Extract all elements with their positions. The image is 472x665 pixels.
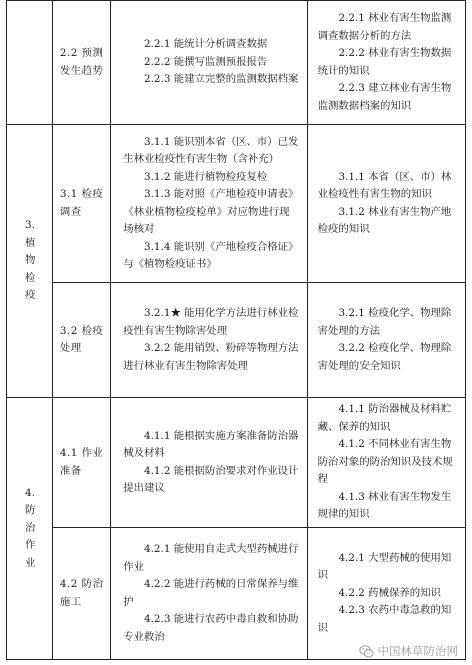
module-label-char: 业: [25, 556, 36, 569]
skill-item: 3.1.1 能识别本省（区、市）已发生林业检疫性有害生物（含补充）: [123, 135, 299, 165]
knowledge-item: 3.2.1 检疫化学、物理除害处理的方法: [317, 307, 452, 337]
knowledge-item: 4.1.2 不同林业有害生物防治对象的防治知识及技术规程: [317, 438, 453, 486]
knowledge-item: 2.2.2 林业有害生物数据统计的知识: [317, 47, 452, 77]
unit-cell: [53, 1, 111, 125]
skill-cell: [111, 125, 307, 283]
unit-cell: [53, 528, 111, 660]
unit-label-line: 施工: [59, 595, 82, 608]
knowledge-item: 3.1.1 本省（区、市）林业检疫性有害生物的知识: [317, 170, 452, 200]
skill-item: 3.2.2 能用销毁、粉碎等物理方法进行林业有害生物除害处理: [123, 342, 299, 372]
module-cell-blank: [7, 1, 53, 125]
unit-label-line: 发生趋势: [59, 64, 104, 77]
unit-label: [60, 445, 104, 480]
knowledge-cell: [307, 528, 465, 660]
knowledge-item: 4.2.2 药械保养的知识: [338, 586, 441, 599]
unit-cell: [53, 125, 111, 283]
module-label-char: 4.: [25, 486, 35, 499]
skill-cell: [111, 283, 307, 398]
skill-item: 3.1.4 能识别《产地检疫合格证》与《植物检疫证书》: [123, 240, 299, 270]
knowledge-cell: [307, 1, 465, 125]
skill-cell: [111, 1, 307, 125]
skill-item: 2.2.3 能建立完整的监测数据档案: [144, 73, 299, 86]
table-row: [7, 528, 466, 660]
occupational-standard-table: [6, 0, 466, 660]
unit-label: [60, 576, 104, 611]
module-label-char: 治: [25, 521, 36, 534]
unit-label: [60, 45, 104, 80]
skill-item: 4.2.2 能进行药械的日常保养与维护: [123, 578, 299, 608]
table-row: [7, 398, 466, 528]
skill-item: 3.1.2 能进行植物检疫复检: [144, 170, 268, 183]
skill-item: 4.1.2 能根据防治要求对作业设计提出建议: [123, 464, 299, 494]
skill-cell: [111, 398, 307, 528]
unit-label: [60, 323, 104, 358]
unit-cell: [53, 283, 111, 398]
skill-cell: [111, 528, 307, 660]
knowledge-item: 3.2.2 检疫化学、物理除害处理的安全知识: [317, 342, 452, 372]
knowledge-item: 2.2.3 建立林业有害生物监测数据档案的知识: [317, 82, 452, 112]
module-label-char: 物: [25, 254, 36, 267]
knowledge-cell: [307, 125, 465, 283]
skill-item: 4.1.1 能根据实施方案准备防治器械及材料: [123, 429, 299, 459]
skill-item: 4.2.1 能使用自走式大型药械进行作业: [123, 543, 299, 573]
knowledge-item: 4.1.1 防治器械及材料贮藏、保养的知识: [317, 403, 452, 433]
knowledge-item: 4.1.3 林业有害生物发生规律的知识: [317, 490, 452, 521]
skill-item: 2.2.1 能统计分析调查数据: [144, 38, 268, 51]
module-label-char: 3.: [25, 219, 35, 232]
unit-label-line: 3.1 检疫: [59, 188, 104, 200]
skill-item: 3.2.1★ 能用化学方法进行林业检疫性有害生物除害处理: [123, 307, 299, 337]
knowledge-cell: [307, 283, 465, 398]
knowledge-item: 2.2.1 林业有害生物监测调查数据分析的方法: [317, 12, 452, 42]
unit-label-line: 4.1 作业: [59, 447, 104, 459]
unit-label-line: 3.2 检疫: [59, 324, 104, 337]
table-row: [7, 283, 466, 398]
table-row: [7, 1, 466, 125]
unit-cell: [53, 398, 111, 528]
module-label-char: 疫: [25, 289, 36, 302]
module-label-char: 作: [25, 539, 36, 552]
unit-label-line: 调查: [59, 205, 82, 218]
watermark: [359, 643, 459, 659]
module-label-char: 检: [25, 271, 36, 284]
unit-label: [60, 186, 104, 221]
skill-item: 2.2.2 能撰写监测预报报告: [144, 55, 268, 68]
module-cell: [7, 125, 53, 398]
module-label-char: 防: [25, 504, 36, 517]
unit-label-line: 准备: [59, 464, 82, 477]
unit-label-line: 4.2 防治: [59, 578, 104, 590]
unit-label-line: 处理: [59, 342, 82, 354]
knowledge-item: 4.2.3 农药中毒急救的知识: [317, 604, 452, 634]
knowledge-item: 3.1.2 林业有害生物产地检疫的知识: [317, 205, 452, 235]
table-row: [7, 125, 466, 283]
knowledge-item: 4.2.1 大型药械的使用知识: [317, 551, 452, 582]
knowledge-cell: [307, 398, 465, 528]
module-label-char: 植: [25, 236, 36, 249]
wechat-icon: [359, 644, 374, 659]
module-cell: [7, 398, 53, 660]
skill-item: 3.1.3 能对照《产地检疫申请表》《林业植物检疫检单》对应物进行现场核对: [123, 188, 299, 235]
unit-label-line: 2.2 预测: [59, 47, 104, 59]
watermark-text: 中国林草防治网: [377, 644, 458, 658]
skill-item: 4.2.3 能进行农药中毒自救和协助专业救治: [123, 613, 299, 643]
